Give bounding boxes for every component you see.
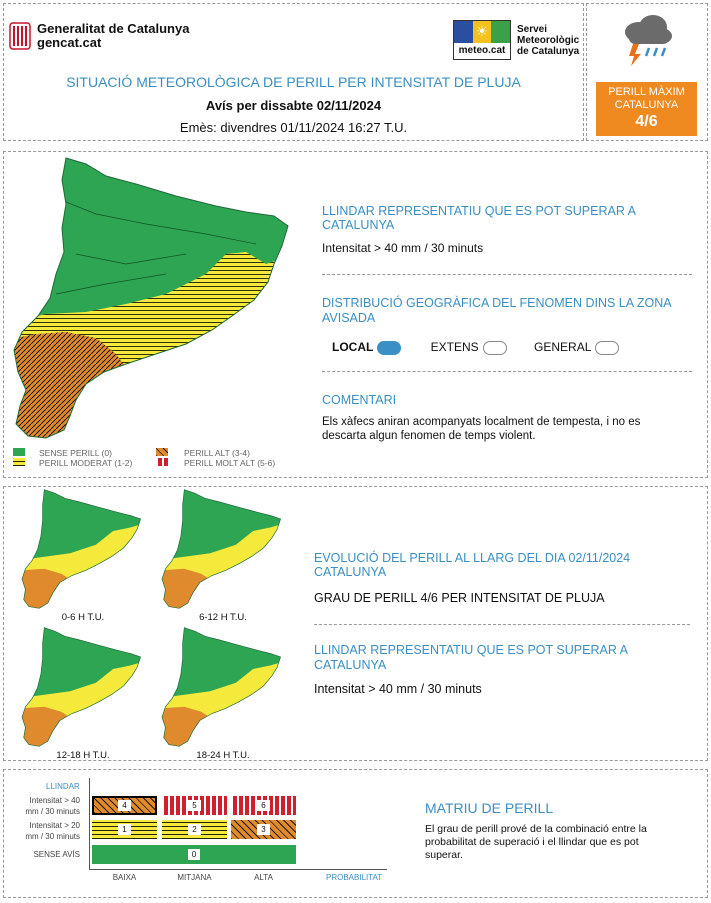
matrix-cell-4: [92, 796, 157, 815]
legend-label-high: PERILL ALT (3-4): [184, 448, 250, 458]
matrix-y-title: LLINDAR: [46, 782, 80, 791]
meteocat-logo[interactable]: [453, 20, 511, 60]
catalonia-map: [6, 154, 296, 444]
matrix-x-label-low: BAIXA: [112, 873, 137, 882]
smc-line-2: Meteorològic: [517, 35, 580, 46]
distribution-extens-toggle[interactable]: [483, 341, 507, 355]
matrix-row-label-3: SENSE AVÍS: [33, 850, 80, 859]
distribution-local-label: LOCAL: [332, 340, 374, 354]
matrix-x-label-high: ALTA: [254, 873, 273, 882]
threshold-title: LLINDAR REPRESENTATIU QUE ES POT SUPERAR A CATALUNYA: [322, 204, 636, 232]
comment-title: COMENTARI: [322, 393, 397, 407]
distribution-general-toggle[interactable]: [595, 341, 619, 355]
matrix-cell-3: [231, 820, 296, 839]
evolution-map-label: 0-6 H T.U.: [61, 612, 105, 623]
matrix-text: El grau de perill prové de la combinació entre la probabilitat de superació i el llindar que es pot superar.: [425, 823, 647, 861]
matrix-row-label-2: Intensitat > 20 mm / 30 minuts: [25, 821, 80, 841]
evolution-title: EVOLUCIÓ DEL PERILL AL LLARG DEL DIA 02/11/2024 CATALUNYA: [314, 551, 631, 579]
evolution-map-svg: [148, 626, 298, 748]
matrix-cell-5-label: 5: [188, 800, 200, 811]
map-legend: [13, 448, 303, 470]
evolution-map-svg: [148, 488, 298, 610]
distribution-local[interactable]: [332, 340, 401, 354]
evolution-map-label: 12-18 H T.U.: [56, 750, 110, 761]
page-title: SITUACIÓ METEOROLÒGICA DE PERILL PER INTENSITAT DE PLUJA: [66, 74, 521, 90]
evolution-map-label: 6-12 H T.U.: [199, 612, 247, 623]
evolution-map-4: [148, 626, 298, 766]
threshold-title-2: LLINDAR REPRESENTATIU QUE ES POT SUPERAR A CATALUNYA: [314, 643, 628, 672]
distribution-extens[interactable]: [431, 340, 507, 354]
evolution-map-svg: [8, 626, 158, 748]
distribution-title: DISTRIBUCIÓ GEOGRÀFICA DEL FENOMEN DINS LA ZONA AVISADA: [322, 296, 671, 325]
matrix-y-axis: [89, 778, 90, 870]
legend-swatch-very-high: [156, 458, 168, 466]
max-danger-box: [596, 82, 697, 136]
distribution-local-toggle[interactable]: [377, 341, 401, 355]
divider: [322, 371, 692, 372]
legend-swatch-moderate: [13, 458, 25, 466]
rain-storm-icon: [617, 10, 677, 66]
threshold-value: Intensitat > 40 mm / 30 minuts: [322, 241, 484, 255]
matrix-cell-5: [162, 796, 227, 815]
page-subtitle: Avís per dissabte 02/11/2024: [205, 98, 382, 113]
gencat-emblem-icon: [9, 22, 31, 50]
matrix-cell-6: [231, 796, 296, 815]
matrix-cell-4-label: 4: [118, 800, 130, 811]
comment-text: Els xàfecs aniran acompanyats localment de tempesta, i no es descarta algun fenomen de temps violent.: [322, 416, 641, 442]
legend-swatch-high: [156, 448, 168, 456]
legend-label-very-high: PERILL MOLT ALT (5-6): [184, 458, 276, 468]
max-danger-label-2: CATALUNYA: [614, 99, 679, 111]
gencat-logo[interactable]: [9, 22, 189, 50]
evolution-value: GRAU DE PERILL 4/6 PER INTENSITAT DE PLUJA: [314, 591, 605, 605]
matrix-row-label-1: Intensitat > 40 mm / 30 minuts: [25, 796, 80, 816]
matrix-cell-0-label: 0: [188, 849, 200, 860]
legend-swatch-none: [13, 448, 25, 456]
evolution-map-2: [148, 488, 298, 628]
legend-label-none: SENSE PERILL (0): [39, 448, 112, 458]
distribution-options: [332, 340, 619, 355]
matrix-cell-1: [92, 820, 157, 839]
smc-line-3: de Catalunya: [517, 46, 580, 57]
evolution-map-svg: [8, 488, 158, 610]
matrix-title: MATRIU DE PERILL: [425, 800, 554, 816]
evolution-map-3: [8, 626, 158, 766]
matrix-cell-6-label: 6: [257, 800, 269, 811]
matrix-x-title: PROBABILITAT: [326, 873, 383, 882]
matrix-x-label-mid: MITJANA: [177, 873, 212, 882]
distribution-extens-label: EXTENS: [430, 340, 479, 354]
threshold-value-2: Intensitat > 40 mm / 30 minuts: [314, 682, 482, 696]
matrix-cell-1-label: 1: [118, 824, 130, 835]
divider: [314, 624, 690, 625]
meteocat-label: meteo.cat: [454, 43, 510, 59]
matrix-cell-2-label: 2: [188, 824, 200, 835]
legend-label-moderate: PERILL MODERAT (1-2): [39, 458, 133, 468]
evolution-map-label: 18-24 H T.U.: [196, 750, 250, 761]
smc-line-1: Servei: [517, 24, 548, 35]
max-danger-value: 4/6: [635, 113, 658, 130]
matrix-x-axis: [89, 869, 387, 870]
matrix-cell-3-label: 3: [257, 824, 269, 835]
matrix-cell-2: [162, 820, 227, 839]
distribution-general[interactable]: [534, 340, 619, 354]
max-danger-label-1: PERILL MÀXIM: [608, 86, 685, 98]
sun-icon: ☀: [475, 23, 489, 39]
gencat-url: gencat.cat: [37, 35, 102, 50]
matrix-cell-0: [92, 845, 296, 864]
gencat-name: Generalitat de Catalunya: [37, 21, 190, 36]
smc-text: [517, 24, 579, 57]
evolution-map-1: [8, 488, 158, 628]
issued-date: Emès: divendres 01/11/2024 16:27 T.U.: [179, 120, 408, 135]
divider: [322, 274, 692, 275]
distribution-general-label: GENERAL: [534, 340, 592, 354]
